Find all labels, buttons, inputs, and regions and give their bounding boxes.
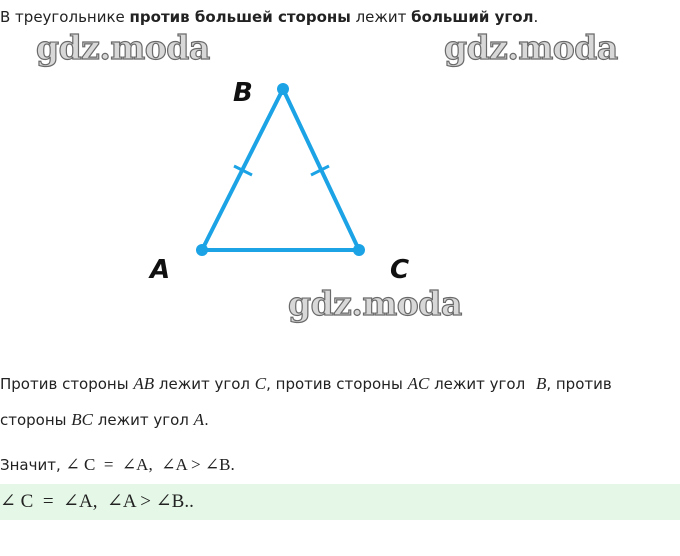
math-c: C xyxy=(254,374,267,393)
vertex-label-c: C xyxy=(390,255,410,285)
vertex-label-a: A xyxy=(150,255,171,285)
watermark-bottom: gdz.moda xyxy=(288,284,462,323)
explanation-text: лежит угол xyxy=(93,411,194,429)
answer-line xyxy=(0,490,194,513)
vertex-label-b: B xyxy=(233,78,253,108)
explanation-text: , против стороны xyxy=(266,375,408,393)
explanation-text: лежит угол xyxy=(154,375,255,393)
conclusion-line xyxy=(0,455,235,475)
explanation-text: лежит угол xyxy=(429,375,530,393)
conclusion-formula: ∠ C = ∠A, ∠A > ∠B. xyxy=(65,455,235,474)
watermark-top-right: gdz.moda xyxy=(444,28,618,67)
explanation-text: Против стороны xyxy=(0,375,134,393)
answer-formula: ∠ C = ∠A, ∠A > ∠B.. xyxy=(0,491,194,512)
math-ac: AC xyxy=(407,374,430,393)
math-bc: BC xyxy=(71,410,94,429)
explanation-text: . xyxy=(204,411,209,429)
math-ab: AB xyxy=(133,374,155,393)
conclusion-prefix: Значит, xyxy=(0,456,66,474)
intro-part-1: В треугольнике xyxy=(0,8,130,26)
explanation-text: стороны xyxy=(0,411,72,429)
intro-part-3: . xyxy=(533,8,539,26)
vertex-c-dot xyxy=(353,244,365,256)
math-b: B xyxy=(535,374,547,393)
explanation-line-2 xyxy=(0,410,209,430)
intro-bold-1: против большей стороны xyxy=(129,8,351,26)
watermark-top-left: gdz.moda xyxy=(36,28,210,67)
explanation-line-1 xyxy=(0,374,612,394)
explanation-text: , против xyxy=(546,375,612,393)
intro-bold-2: больший угол xyxy=(411,8,534,26)
vertex-b-dot xyxy=(277,83,289,95)
math-a: A xyxy=(193,410,205,429)
intro-part-2: лежит xyxy=(350,8,412,26)
vertex-a-dot xyxy=(196,244,208,256)
